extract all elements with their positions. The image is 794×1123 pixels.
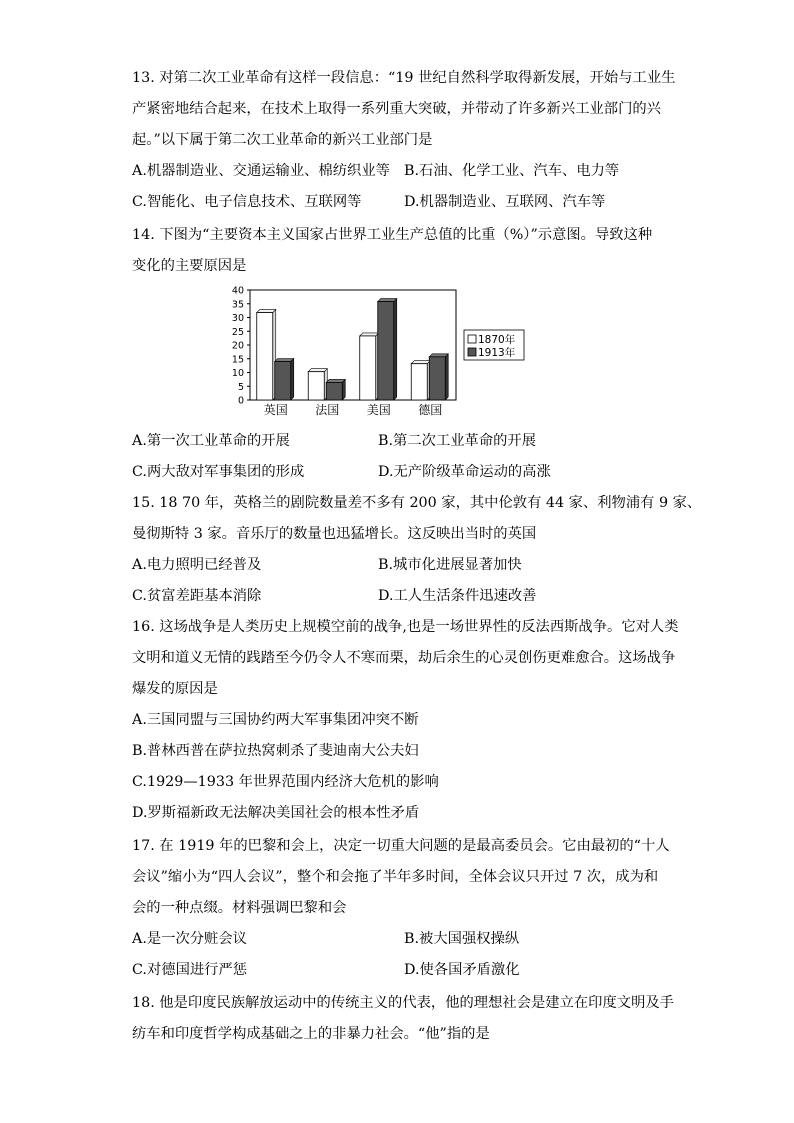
q15-stem-line-1: 15. 18 70 年，英格兰的剧院数量差不多有 200 家，其中伦敦有 44 家、利物浦有 9 家、: [132, 495, 702, 511]
y-tick-label: 25: [231, 326, 244, 338]
q16-option-b: B.普林西普在萨拉热窝刺杀了斐迪南大公夫妇: [132, 743, 419, 759]
bar-top: [411, 361, 430, 364]
bar-top: [326, 379, 345, 382]
bar-side: [394, 299, 397, 400]
q16-stem-line-2: 文明和道义无情的践踏至今仍令人不寒而栗，劫后余生的心灵创伤更难愈合。这场战争: [132, 650, 676, 666]
q18-stem-line-2: 纺车和印度哲学构成基础之上的非暴力社会。“他”指的是: [132, 1026, 490, 1042]
q17-option-b: B.被大国强权操纵: [404, 931, 520, 947]
bar-top: [378, 299, 397, 302]
q16-option-d: D.罗斯福新政无法解决美国社会的根本性矛盾: [132, 805, 420, 821]
bar-1913年-英国: [275, 362, 291, 401]
bar-top: [275, 359, 294, 362]
y-tick-label: 5: [237, 381, 244, 393]
bar-top: [257, 310, 276, 313]
bar-side: [342, 379, 345, 400]
x-category-label: 法国: [315, 403, 340, 417]
bar-1870年-法国: [308, 372, 324, 400]
q15-option-c: C.贫富差距基本消除: [132, 588, 262, 604]
y-tick-label: 0: [237, 395, 244, 407]
legend-label: 1913年: [478, 347, 516, 359]
bar-top: [308, 369, 327, 372]
bar-1870年-美国: [360, 336, 376, 400]
q16-option-a: A.三国同盟与三国协约两大军事集团冲突不断: [132, 712, 419, 728]
bar-1870年-英国: [257, 313, 273, 400]
q13-stem-line-3: 起。”以下属于第二次工业革命的新兴工业部门是: [132, 132, 433, 148]
q14-option-b: B.第二次工业革命的开展: [378, 433, 537, 449]
q14-stem-line-1: 14. 下图为“主要资本主义国家占世界工业生产总值的比重（%）”示意图。导致这种: [132, 227, 653, 243]
legend-swatch: [468, 348, 476, 356]
q17-option-a: A.是一次分赃会议: [132, 931, 247, 947]
legend-swatch: [468, 335, 476, 343]
y-tick-label: 35: [231, 299, 244, 311]
x-category-label: 英国: [263, 403, 288, 417]
y-tick-label: 20: [231, 340, 244, 352]
y-tick-label: 10: [231, 368, 244, 379]
q15-option-b: B.城市化进展显著加快: [378, 557, 522, 573]
q13-option-a: A.机器制造业、交通运输业、棉纺织业等: [132, 163, 390, 179]
y-tick-label: 40: [231, 285, 244, 297]
bar-1913年-德国: [429, 357, 445, 400]
legend-label: 1870年: [478, 334, 516, 346]
q17-option-c: C.对德国进行严惩: [132, 962, 248, 978]
q18-stem-line-1: 18. 他是印度民族解放运动中的传统主义的代表，他的理想社会是建立在印度文明及手: [132, 995, 674, 1011]
q13-stem-line-1: 13. 对第二次工业革命有这样一段信息：“19 世纪自然科学取得新发展，开始与工业生: [132, 70, 676, 86]
bar-side: [445, 354, 448, 400]
bar-side: [291, 359, 294, 401]
q17-stem-line-3: 会的一种点缀。材料强调巴黎和会: [132, 900, 347, 916]
x-category-label: 美国: [366, 403, 391, 417]
bar-1870年-德国: [411, 364, 427, 400]
q16-stem-line-3: 爆发的原因是: [132, 681, 218, 697]
q14-option-d: D.无产阶级革命运动的高涨: [378, 464, 551, 480]
q13-stem-line-2: 产紧密地结合起来，在技术上取得一系列重大突破，并带动了许多新兴工业部门的兴: [132, 101, 661, 117]
industrial-output-bar-chart: [226, 284, 526, 419]
q15-stem-line-2: 曼彻斯特 3 家。音乐厅的数量也迅猛增长。这反映出当时的英国: [132, 526, 537, 542]
y-tick-label: 15: [231, 354, 244, 366]
q14-stem-line-2: 变化的主要原因是: [132, 258, 247, 274]
bar-1913年-美国: [378, 302, 394, 400]
q13-option-c: C.智能化、电子信息技术、互联网等: [132, 194, 362, 210]
bar-top: [429, 354, 448, 357]
q16-stem-line-1: 16. 这场战争是人类历史上规模空前的战争,也是一场世界性的反法西斯战争。它对人类: [132, 619, 679, 635]
q14-option-c: C.两大敌对军事集团的形成: [132, 464, 305, 480]
y-tick-label: 30: [231, 313, 244, 324]
q17-option-d: D.使各国矛盾激化: [404, 962, 520, 978]
q15-option-d: D.工人生活条件迅速改善: [378, 588, 537, 604]
bar-1913年-法国: [326, 382, 342, 400]
bar-top: [360, 333, 379, 336]
q13-option-b: B.石油、化学工业、汽车、电力等: [404, 163, 620, 179]
x-category-label: 德国: [418, 403, 443, 417]
q17-stem-line-2: 会议”缩小为“四人会议”，整个和会拖了半年多时间，全体会议只开过 7 次，成为和: [132, 869, 659, 885]
q17-stem-line-1: 17. 在 1919 年的巴黎和会上，决定一切重大问题的是最高委员会。它由最初的“十人: [132, 838, 670, 854]
q14-option-a: A.第一次工业革命的开展: [132, 433, 290, 449]
q16-option-c: C.1929—1933 年世界范围内经济大危机的影响: [132, 774, 439, 790]
q13-option-d: D.机器制造业、互联网、汽车等: [404, 194, 606, 210]
q15-option-a: A.电力照明已经普及: [132, 557, 262, 573]
